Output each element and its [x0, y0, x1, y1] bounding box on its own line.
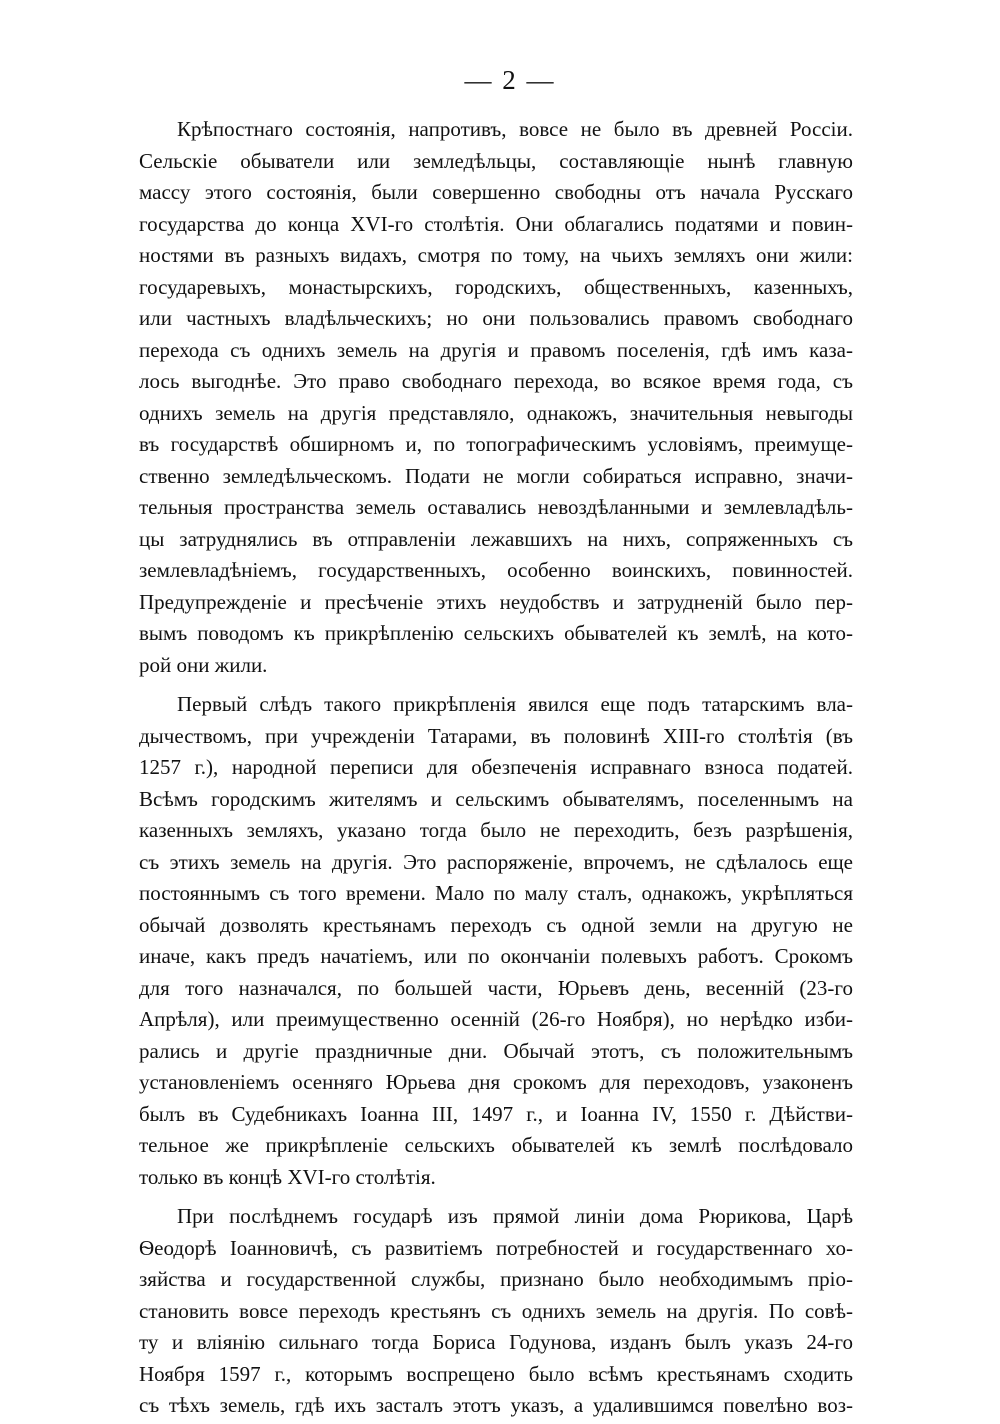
text-line: государства до конца XVI-го столѣтія. Они облагались податями и повин-: [139, 211, 853, 236]
page-number: — 2 —: [464, 65, 556, 95]
text-line: вымъ поводомъ къ прикрѣпленію сельскихъ обывателей къ землѣ, на кото-: [139, 621, 853, 645]
text-line: Сельскіе обыватели или земледѣльцы, составляющіе нынѣ главную: [139, 148, 853, 173]
text-line: становить вовсе переходъ крестьянъ съ однихъ земель на другія. По совѣ-: [139, 1298, 853, 1323]
text-line: лось выгоднѣе. Это право свободнаго перехода, во всякое время года, съ: [139, 369, 853, 393]
text-line: 1257 г.), народной переписи для обезпеченія исправнаго взноса податей.: [139, 755, 853, 779]
text-line: въ государствѣ обширномъ и, по топографическимъ условіямъ, преимуще-: [139, 432, 853, 456]
text-line: однихъ земель на другія представляло, однакожъ, значительныя невыгоды: [139, 400, 853, 425]
text-line: ственно земледѣльческомъ. Подати не могли собираться исправно, значи-: [139, 463, 853, 488]
text-line: государевыхъ, монастырскихъ, городскихъ, общественныхъ, казенныхъ,: [139, 274, 853, 299]
text-line: дычествомъ, при учрежденіи Татарами, въ половинѣ XIII-го столѣтія (въ: [139, 723, 853, 748]
text-line: обычай дозволять крестьянамъ переходъ съ одной земли на другую не: [139, 912, 853, 937]
text-line: иначе, какъ предъ начатіемъ, или по окончаніи полевыхъ работъ. Срокомъ: [139, 944, 853, 968]
text-line: рой они жили.: [139, 652, 268, 677]
text-line: ту и вліянію сильнаго тогда Бориса Годунова, изданъ былъ указъ 24-го: [139, 1330, 853, 1354]
paragraph: [139, 1201, 853, 1422]
text-line: Всѣмъ городскимъ жителямъ и сельскимъ обывателямъ, поселеннымъ на: [139, 786, 853, 811]
text-line: Предупрежденіе и пресѣченіе этихъ неудобствъ и затрудненій было пер-: [139, 589, 853, 614]
text-line: установленіемъ осенняго Юрьева дня срокомъ для переходовъ, узаконенъ: [139, 1070, 853, 1094]
text-line: При послѣднемъ государѣ изъ прямой линіи дома Рюрикова, Царѣ: [177, 1204, 853, 1228]
text-line: съ этихъ земель на другія. Это распоряженіе, впрочемъ, не сдѣлалось еще: [139, 849, 853, 874]
text-line: съ тѣхъ земель, гдѣ ихъ засталъ этотъ указъ, а удалившимся повелѣно воз-: [139, 1393, 853, 1417]
body-text: [139, 114, 853, 1422]
text-line: Крѣпостнаго состоянія, напротивъ, вовсе не было въ древней Россіи.: [177, 117, 853, 141]
paragraph: [139, 114, 853, 681]
text-line: или частныхъ владѣльческихъ; но они пользовались правомъ свободнаго: [139, 306, 853, 330]
paragraph: [139, 689, 853, 1193]
text-line: Ѳеодорѣ Іоанновичѣ, съ развитіемъ потребностей и государственнаго хо-: [139, 1235, 853, 1260]
paragraph-gap: [139, 681, 853, 689]
text-line: цы затруднялись въ отправленіи лежавшихъ на нихъ, сопряженныхъ съ: [139, 526, 853, 551]
text-line: рались и другіе праздничные дни. Обычай этотъ, съ положительнымъ: [139, 1038, 853, 1063]
text-line: массу этого состоянія, были совершенно свободны отъ начала Русскаго: [139, 180, 853, 204]
text-line: тельное же прикрѣпленіе сельскихъ обывателей къ землѣ послѣдовало: [139, 1133, 853, 1157]
text-line: Апрѣля), или преимущественно осенній (26-го Ноября), но нерѣдко изби-: [139, 1007, 853, 1031]
text-line: Ноября 1597 г., которымъ воспрещено было всѣмъ крестьянамъ сходить: [139, 1361, 853, 1386]
text-line: зяйства и государственной службы, признано было необходимымъ пріо-: [139, 1267, 853, 1291]
paragraph-gap: [139, 1193, 853, 1201]
text-line: ностями въ разныхъ видахъ, смотря по тому, на чьихъ земляхъ они жили:: [139, 243, 853, 267]
text-line: постояннымъ съ того времени. Мало по малу сталъ, однакожъ, укрѣпляться: [139, 881, 853, 905]
text-line: былъ въ Судебникахъ Іоанна III, 1497 г., и Іоанна IV, 1550 г. Дѣйстви-: [139, 1101, 853, 1126]
text-line: казенныхъ земляхъ, указано тогда было не переходить, безъ разрѣшенія,: [139, 818, 853, 842]
text-line: перехода съ однихъ земель на другія и правомъ поселенія, гдѣ имъ каза-: [139, 337, 853, 362]
text-line: землевладѣніемъ, государственныхъ, особенно воинскихъ, повинностей.: [139, 558, 853, 582]
text-line: Первый слѣдъ такого прикрѣпленія явился еще подъ татарскимъ вла-: [177, 692, 853, 716]
text-line: для того назначался, по большей части, Юрьевъ день, весенній (23-го: [139, 975, 853, 1000]
text-line: тельныя пространства земель оставались невоздѣланными и землевладѣль-: [139, 495, 853, 519]
text-line: только въ концѣ XVI-го столѣтія.: [139, 1164, 436, 1189]
